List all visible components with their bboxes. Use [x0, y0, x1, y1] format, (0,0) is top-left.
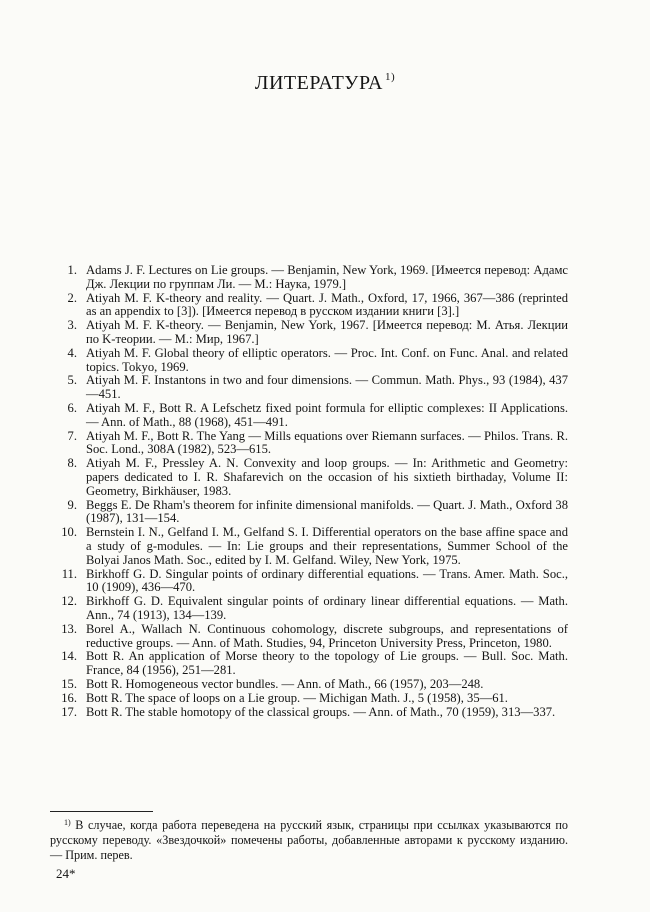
reference-text: Bott R. The space of loops on a Lie group. — Michigan Math. J., 5 (1958), 35—61.: [86, 690, 508, 705]
footnote-text: В случае, когда работа переведена на русский язык, страницы при ссылках указываются по русскому переводу. «Звездочкой» помечены работы, добавленные авторами к русскому изданию. — Прим. перев.: [50, 818, 569, 862]
reference-number: 17.: [61, 704, 77, 719]
reference-item: [50, 526, 568, 567]
reference-text: Atiyah M. F., Bott R. The Yang — Mills equations over Riemann surfaces. — Philos. Trans. R. Soc. Lond., 308A (1982), 523—615.: [86, 428, 568, 457]
reference-text: Atiyah M. F. Global theory of elliptic operators. — Proc. Int. Conf. on Func. Anal. and related topics. Tokyo, 1969.: [86, 345, 568, 374]
reference-text: Atiyah M. F., Pressley A. N. Convexity and loop groups. — In: Arithmetic and Geometry: papers dedicated to I. R. Shafarevich on the occasion of his sixtieth birthaday, Volume II: Geometry, Birkhäuser, 1983.: [86, 456, 568, 498]
reference-item: [50, 568, 568, 596]
reference-item: [50, 292, 568, 320]
reference-number: 5.: [67, 373, 77, 388]
reference-text: Atiyah M. F. K-theory. — Benjamin, New York, 1967. [Имеется перевод: М. Атья. Лекции по K-теории. — М.: Мир, 1967.]: [86, 318, 568, 346]
reference-number: 1.: [67, 263, 77, 277]
reference-number: 6.: [67, 400, 77, 415]
page-title: [0, 71, 650, 95]
reference-item: [50, 374, 568, 402]
reference-text: Atiyah M. F. K-theory and reality. — Quart. J. Math., Oxford, 17, 1966, 367—386 (reprinted as an appendix to [3]). [Имеется перевод в русском издании книги [3].]: [86, 290, 568, 319]
reference-text: Borel A., Wallach N. Continuous cohomology, discrete subgroups, and representations of reductive groups. — Ann. of Math. Studies, 94, Princeton University Press, Princeton, 1980.: [86, 621, 568, 650]
reference-number: 8.: [67, 456, 77, 471]
reference-text: Birkhoff G. D. Singular points of ordinary differential equations. — Trans. Amer. Math. Soc., 10 (1909), 436—470.: [86, 566, 568, 595]
reference-number: 13.: [61, 621, 77, 636]
reference-item: [50, 264, 568, 292]
reference-number: 7.: [67, 428, 77, 443]
reference-item: [50, 595, 568, 623]
reference-number: 15.: [61, 676, 77, 691]
footnote: [50, 815, 568, 863]
reference-item: [50, 678, 568, 692]
page-number: 24*: [56, 866, 76, 881]
reference-item: [50, 347, 568, 375]
reference-number: 11.: [61, 566, 77, 581]
title-text: ЛИТЕРАТУРА: [254, 72, 383, 94]
reference-text: Adams J. F. Lectures on Lie groups. — Benjamin, New York, 1969. [Имеется перевод: Адамс Дж. Лекции по группам Ли. — М.: Наука, 1979.]: [86, 263, 568, 291]
reference-number: 2.: [67, 290, 77, 305]
footnote-divider: [50, 811, 153, 812]
reference-text: Atiyah M. F. Instantons in two and four dimensions. — Commun. Math. Phys., 93 (1984), 437—451.: [86, 373, 568, 402]
reference-number: 4.: [67, 345, 77, 360]
reference-number: 16.: [61, 690, 77, 705]
reference-item: [50, 430, 568, 458]
reference-number: 9.: [67, 497, 77, 512]
reference-item: [50, 692, 568, 706]
reference-number: 12.: [61, 594, 77, 609]
reference-item: [50, 650, 568, 678]
reference-item: [50, 706, 568, 720]
reference-number: 14.: [61, 649, 77, 664]
title-footnote-mark: 1): [384, 71, 396, 83]
reference-item: [50, 319, 568, 347]
reference-number: 3.: [67, 318, 77, 333]
reference-item: [50, 623, 568, 651]
reference-text: Bott R. An application of Morse theory to the topology of Lie groups. — Bull. Soc. Math. France, 84 (1956), 251—281.: [86, 649, 568, 678]
reference-list: [50, 264, 568, 719]
footnote-mark: 1): [64, 818, 71, 827]
reference-text: Birkhoff G. D. Equivalent singular points of ordinary linear differential equations. — Math. Ann., 74 (1913), 134—139.: [86, 594, 568, 622]
reference-text: Atiyah M. F., Bott R. A Lefschetz fixed point formula for elliptic complexes: II Applications. — Ann. of Math., 88 (1968), 451—491.: [86, 400, 568, 429]
reference-item: [50, 402, 568, 430]
reference-text: Bernstein I. N., Gelfand I. M., Gelfand S. I. Differential operators on the base affine space and a study of g-modules. — In: Lie groups and their representations, Summer School of the Bolyai Janos Math. Soc., edited by I. M. Gelfand. Wiley, New York, 1975.: [86, 525, 568, 567]
reference-number: 10.: [61, 525, 77, 540]
reference-text: Bott R. The stable homotopy of the classical groups. — Ann. of Math., 70 (1959), 313—337.: [86, 704, 556, 719]
reference-text: Beggs E. De Rham's theorem for infinite dimensional manifolds. — Quart. J. Math., Oxford 38 (1987), 131—154.: [86, 497, 568, 526]
reference-item: [50, 499, 568, 527]
reference-text: Bott R. Homogeneous vector bundles. — Ann. of Math., 66 (1957), 203—248.: [86, 676, 484, 691]
reference-item: [50, 457, 568, 498]
